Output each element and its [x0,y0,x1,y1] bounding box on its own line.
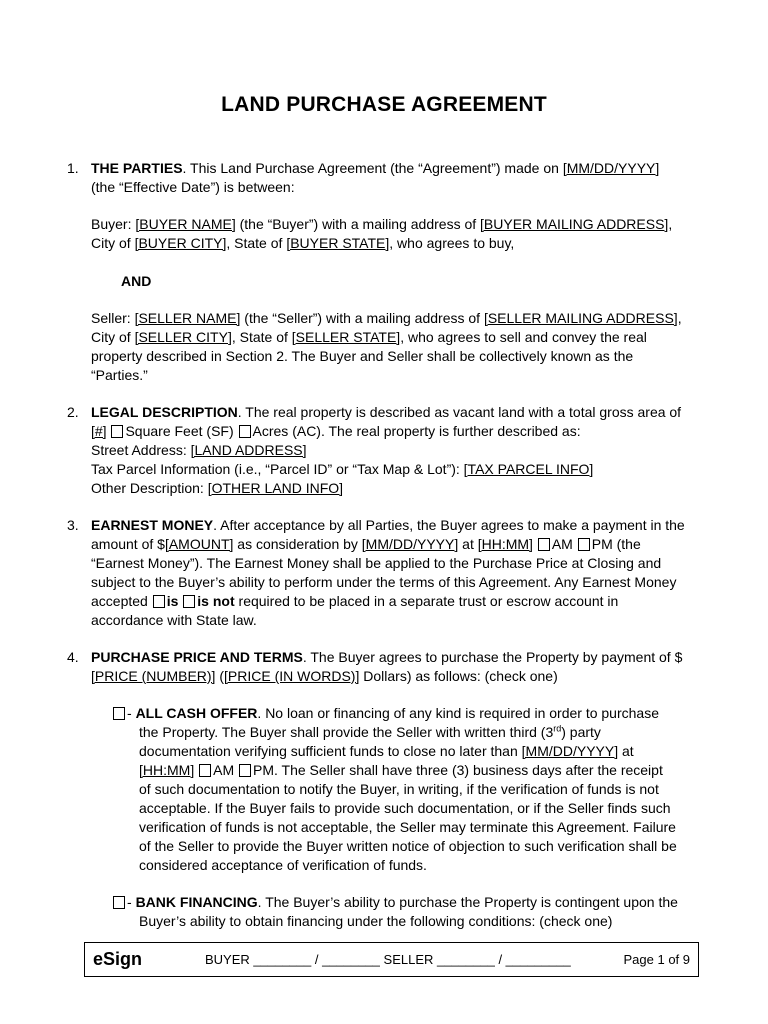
buyer-line-1: Buyer: [BUYER NAME] (the “Buyer”) with a mailing address of [BUYER MAILING ADDRESS], [91,216,673,232]
escrow-is-not-checkbox[interactable] [183,595,195,608]
earnest-line-6: accordance with State law. [91,612,257,628]
seller-line-2: City of [SELLER CITY], State of [SELLER STATE], who agrees to sell and convey the real [91,329,647,345]
parties-line-1: THE PARTIES. This Land Purchase Agreement (the “Agreement”) made on [MM/DD/YYYY] [91,160,660,176]
section-heading: EARNEST MONEY [91,517,214,533]
funds-time-field[interactable]: [HH:MM] [139,762,195,778]
funds-am-checkbox[interactable] [199,764,211,777]
cash-offer-line-4: [HH:MM] AM PM. The Seller shall have three (3) business days after the receipt [139,762,663,778]
earnest-amount-field[interactable]: [AMOUNT] [164,536,234,552]
earnest-line-4: subject to the Buyer’s ability to perform under the terms of this Agreement. Any Earnest Money [91,574,677,590]
earnest-pm-checkbox[interactable] [578,538,590,551]
bank-financing-line-1: - BANK FINANCING. The Buyer’s ability to purchase the Property is contingent upon the [113,893,678,912]
seller-state-field[interactable]: [SELLER STATE] [291,329,401,345]
cash-offer-line-7: verification of funds is not acceptable, the Seller may terminate this Agreement. Failure [139,819,676,835]
legal-line-1: LEGAL DESCRIPTION. The real property is described as vacant land with a total gross area of [91,404,682,420]
page-number: Page 1 of 9 [623,952,690,967]
cash-offer-line-3: documentation verifying sufficient funds to close no later than [MM/DD/YYYY] at [139,743,634,759]
earnest-line-1: EARNEST MONEY. After acceptance by all Parties, the Buyer agrees to make a payment in the [91,517,685,533]
cash-offer-line-6: acceptable. If the Buyer fails to provide such documentation, or if the Seller finds such [139,800,671,816]
price-words-field[interactable]: [PRICE (IN WORDS)] [224,668,360,684]
bank-financing-checkbox[interactable] [113,896,125,909]
section-heading: THE PARTIES [91,160,183,176]
buyer-address-field[interactable]: [BUYER MAILING ADDRESS] [480,216,669,232]
seller-line-4: “Parties.” [91,367,148,383]
other-description-line: Other Description: [OTHER LAND INFO] [91,480,344,496]
option-heading: ALL CASH OFFER [135,705,258,721]
bank-financing-line-2: Buyer’s ability to obtain financing under the following conditions: (check one) [139,913,613,929]
cash-offer-line-8: of the Seller to provide the Buyer written notice of objection to such verification shall be [139,838,677,854]
price-number-field[interactable]: [PRICE (NUMBER)] [91,668,216,684]
section-heading: LEGAL DESCRIPTION [91,404,238,420]
earnest-time-field[interactable]: [HH:MM] [477,536,533,552]
other-land-info-field[interactable]: [OTHER LAND INFO] [207,480,344,496]
buyer-line-2: City of [BUYER CITY], State of [BUYER STATE], who agrees to buy, [91,235,515,251]
section-number: 2. [67,404,79,420]
cash-offer-line-5: of such documentation to notify the Buyer, in writing, if the verification of funds is not [139,781,659,797]
section-number: 4. [67,649,79,665]
acres-checkbox[interactable] [239,425,251,438]
initials-line[interactable]: BUYER ________ / ________ SELLER ________ / _________ [205,952,571,967]
earnest-line-5: accepted is is not required to be placed in a separate trust or escrow account in [91,593,619,609]
seller-city-field[interactable]: [SELLER CITY] [134,329,232,345]
square-feet-checkbox[interactable] [111,425,123,438]
effective-date-field[interactable]: [MM/DD/YYYY] [562,160,660,176]
buyer-name-field[interactable]: [BUYER NAME] [135,216,236,232]
area-number-field[interactable]: [#] [91,423,107,439]
price-line-1: PURCHASE PRICE AND TERMS. The Buyer agrees to purchase the Property by payment of $ [91,649,683,665]
buyer-city-field[interactable]: [BUYER CITY] [134,235,227,251]
funds-pm-checkbox[interactable] [239,764,251,777]
section-number: 1. [67,160,79,176]
funds-date-field[interactable]: [MM/DD/YYYY] [521,743,619,759]
tax-parcel-line: Tax Parcel Information (i.e., “Parcel ID” or “Tax Map & Lot”): [TAX PARCEL INFO] [91,461,594,477]
cash-offer-line-2: the Property. The Buyer shall provide the Seller with written third (3rd) party [139,723,601,740]
and-label: AND [121,273,152,289]
page-footer [84,942,699,977]
earnest-line-2: amount of $[AMOUNT] as consideration by [MM/DD/YYYY] at [HH:MM] AM PM (the [91,536,641,552]
street-address-line: Street Address: [LAND ADDRESS] [91,442,307,458]
parties-line-2: (the “Effective Date”) is between: [91,179,295,195]
earnest-am-checkbox[interactable] [538,538,550,551]
seller-name-field[interactable]: [SELLER NAME] [134,310,241,326]
section-number: 3. [67,517,79,533]
price-line-2: [PRICE (NUMBER)] ([PRICE (IN WORDS)] Dollars) as follows: (check one) [91,668,558,684]
section-heading: PURCHASE PRICE AND TERMS [91,649,303,665]
earnest-date-field[interactable]: [MM/DD/YYYY] [361,536,459,552]
option-heading: BANK FINANCING [135,894,258,910]
cash-offer-checkbox[interactable] [113,707,125,720]
tax-parcel-field[interactable]: [TAX PARCEL INFO] [463,461,594,477]
seller-line-1: Seller: [SELLER NAME] (the “Seller”) with a mailing address of [SELLER MAILING ADDRESS], [91,310,682,326]
buyer-state-field[interactable]: [BUYER STATE] [286,235,390,251]
document-title: LAND PURCHASE AGREEMENT [221,93,547,116]
cash-offer-line-1: - ALL CASH OFFER. No loan or financing of any kind is required in order to purchase [113,704,659,723]
land-address-field[interactable]: [LAND ADDRESS] [190,442,307,458]
seller-line-3: property described in Section 2. The Buyer and Seller shall be collectively known as the [91,348,634,364]
earnest-line-3: “Earnest Money”). The Earnest Money shall be applied to the Purchase Price at Closing and [91,555,662,571]
esign-logo: eSign [93,949,143,969]
seller-address-field[interactable]: [SELLER MAILING ADDRESS] [483,310,678,326]
escrow-is-checkbox[interactable] [153,595,165,608]
cash-offer-line-9: considered acceptance of verification of funds. [139,857,427,873]
legal-line-2: [#] Square Feet (SF) Acres (AC). The real property is further described as: [91,423,581,439]
